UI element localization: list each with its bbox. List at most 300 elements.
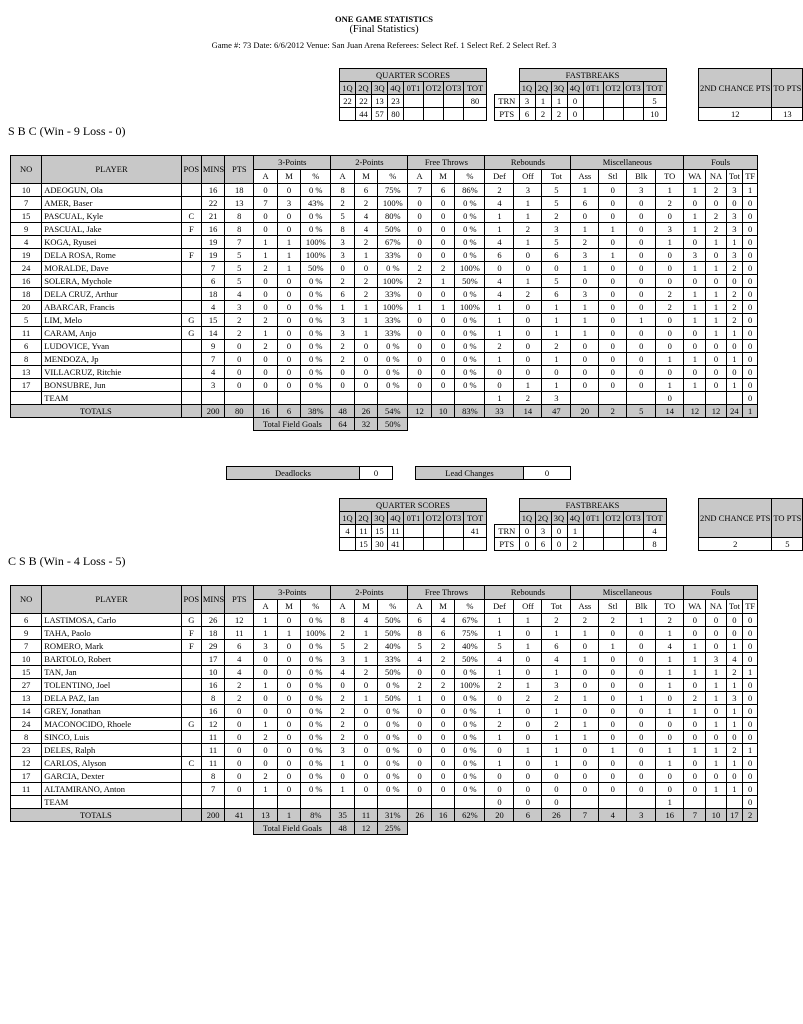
quarter-label: 0T1 (404, 82, 424, 95)
stat-cell: 4 (225, 666, 254, 679)
stat-cell: 1 (254, 327, 277, 340)
total-cell: 38% (301, 405, 331, 418)
stat-cell: 0 (431, 353, 454, 366)
player-name: AMER, Baser (42, 197, 182, 210)
stat-cell: 0 (254, 353, 277, 366)
stat-cell: 1 (485, 757, 514, 770)
stat-cell: 1 (485, 210, 514, 223)
fastbreak-cell (603, 95, 623, 108)
player-name: ALTAMIRANO, Anton (42, 783, 182, 796)
stat-cell: 0 (684, 614, 706, 627)
player-row (11, 236, 758, 249)
stat-cell: 0 (656, 262, 684, 275)
stat-cell: 1 (684, 744, 706, 757)
totals-label: TOTALS (11, 809, 182, 822)
stat-cell: 0 (354, 783, 377, 796)
stat-cell: 5 (225, 275, 254, 288)
header-row (11, 586, 758, 600)
stat-cell: 0 (354, 379, 377, 392)
stat-cell: F (181, 223, 201, 236)
col-sub-label: % (455, 600, 485, 614)
stat-cell: 4 (726, 653, 743, 666)
stat-cell: 0 (431, 288, 454, 301)
col-sub-label: NA (706, 600, 726, 614)
stat-cell: 0 (542, 262, 571, 275)
stat-cell: 1 (254, 249, 277, 262)
stat-cell: 7 (201, 783, 224, 796)
total-cell: 47 (542, 405, 571, 418)
col-sub-label: WA (684, 170, 706, 184)
stat-cell: 2 (431, 653, 454, 666)
stat-cell: 0 (514, 301, 542, 314)
stat-cell: G (181, 614, 201, 627)
col-pts: PTS (225, 586, 254, 614)
stat-cell: 0 (627, 197, 656, 210)
stat-cell: 2 (706, 223, 726, 236)
stat-cell: 0 (331, 262, 354, 275)
team1-title: S B C (Win - 9 Loss - 0) (8, 124, 126, 138)
empty-cell (181, 796, 201, 809)
stat-cell: 1 (684, 288, 706, 301)
game-misc (226, 466, 571, 480)
stat-cell: 1 (431, 275, 454, 288)
stat-cell (181, 666, 201, 679)
stat-cell: 0 (277, 666, 300, 679)
stat-cell: 0 % (301, 731, 331, 744)
stat-cell: 0 (485, 366, 514, 379)
stat-cell: 1 (542, 705, 571, 718)
stat-cell: 0 (514, 327, 542, 340)
stat-cell: 33% (378, 249, 408, 262)
stat-cell: 2 (354, 666, 377, 679)
stat-cell: 4 (485, 197, 514, 210)
stat-cell: 1 (408, 692, 431, 705)
stat-cell: 2 (331, 340, 354, 353)
stat-cell: 6 (201, 275, 224, 288)
col-sub-label: A (254, 600, 277, 614)
col-sub-label: Off (514, 600, 542, 614)
stat-cell: 3 (542, 679, 571, 692)
player-number: 14 (11, 705, 42, 718)
col-rebounds: Rebounds (485, 586, 571, 600)
fastbreak-cell (623, 95, 643, 108)
stat-cell: 0 % (455, 718, 485, 731)
empty-cell (254, 796, 277, 809)
stat-cell: 2 (726, 301, 743, 314)
quarter-score-cell (424, 108, 444, 121)
stat-cell: 2 (485, 340, 514, 353)
stat-cell: F (181, 249, 201, 262)
empty-cell (571, 392, 599, 405)
stat-cell: 0 (431, 249, 454, 262)
stat-cell: 0 (431, 666, 454, 679)
stat-cell: 0 (485, 262, 514, 275)
stat-cell: 2 (331, 627, 354, 640)
stat-cell: 1 (726, 757, 743, 770)
stat-cell: 6 (354, 184, 377, 197)
total-cell: 6 (514, 809, 542, 822)
stat-cell: 0 (599, 627, 627, 640)
stat-cell: 0 % (455, 705, 485, 718)
stat-cell: 0 (743, 705, 758, 718)
stat-cell: 1 (706, 288, 726, 301)
stat-cell: 0 (706, 731, 726, 744)
quarter-score-cell (424, 525, 444, 538)
fastbreak-quarter-label: TOT (643, 82, 666, 95)
stat-cell: 1 (599, 249, 627, 262)
stat-cell: 0 % (301, 327, 331, 340)
stat-cell: 1 (627, 614, 656, 627)
stat-cell: 6 (431, 627, 454, 640)
player-row (11, 692, 758, 705)
stat-cell: 0 (431, 197, 454, 210)
stat-cell: 0 (225, 718, 254, 731)
total-cell: 14 (514, 405, 542, 418)
empty-cell (408, 392, 431, 405)
stat-cell: 0 (277, 379, 300, 392)
stat-cell: 1 (254, 718, 277, 731)
stat-cell: 0 % (301, 314, 331, 327)
lead-changes-label: Lead Changes (416, 467, 524, 480)
player-row (11, 757, 758, 770)
quarter-label: 3Q (372, 512, 388, 525)
fastbreak-quarter-label: 4Q (567, 82, 583, 95)
stat-cell: 1 (485, 223, 514, 236)
stat-cell: 0 % (301, 744, 331, 757)
team2-fastbreaks (494, 498, 667, 551)
stat-cell: 33% (378, 327, 408, 340)
player-row (11, 718, 758, 731)
stat-cell: 5 (542, 275, 571, 288)
empty-cell (254, 392, 277, 405)
player-number: 18 (11, 288, 42, 301)
stat-cell: 1 (706, 666, 726, 679)
fastbreak-quarter-label: OT3 (623, 82, 643, 95)
stat-cell: 2 (656, 614, 684, 627)
stat-cell: 1 (726, 236, 743, 249)
stat-cell: 1 (485, 627, 514, 640)
stat-cell: 0 (684, 757, 706, 770)
player-name: ABARCAR, Francis (42, 301, 182, 314)
stat-cell: 0 (408, 288, 431, 301)
stat-cell: 0 (627, 679, 656, 692)
total-cell: 20 (485, 809, 514, 822)
stat-cell: 0 % (378, 783, 408, 796)
stat-cell: 3 (331, 744, 354, 757)
col-sub-label: Blk (627, 600, 656, 614)
col-mins: MINS (201, 586, 224, 614)
col-sub-label: Tot (726, 170, 743, 184)
stat-cell: 6 (485, 249, 514, 262)
stat-cell: 5 (331, 640, 354, 653)
total-cell: 13 (254, 809, 277, 822)
stat-cell: 0 (743, 679, 758, 692)
stat-cell: 0 (277, 288, 300, 301)
total-cell (181, 405, 201, 418)
player-row (11, 327, 758, 340)
stat-cell: 0 (726, 731, 743, 744)
stat-cell: 1 (743, 666, 758, 679)
stat-cell (181, 692, 201, 705)
stat-cell: 1 (684, 301, 706, 314)
empty-cell (181, 392, 201, 405)
stat-cell: 11 (201, 757, 224, 770)
total-cell: 6 (277, 405, 300, 418)
total-cell: 7 (571, 809, 599, 822)
stat-cell: 1 (542, 744, 571, 757)
stat-cell: 0 (571, 679, 599, 692)
to-pts-value: 5 (772, 538, 803, 551)
stat-cell: 0 (485, 379, 514, 392)
player-name: DELA ROSA, Rome (42, 249, 182, 262)
stat-cell: 0 (684, 679, 706, 692)
stat-cell: 0 % (301, 705, 331, 718)
player-name: BONSUBRE, Jun (42, 379, 182, 392)
player-name: BARTOLO, Robert (42, 653, 182, 666)
stat-cell: 0 (706, 705, 726, 718)
col-sub-label: Tot (542, 600, 571, 614)
stat-cell: 4 (485, 275, 514, 288)
stat-cell: 0 % (455, 353, 485, 366)
stat-cell: 1 (656, 236, 684, 249)
empty-cell (331, 392, 354, 405)
stat-cell: 0 (431, 705, 454, 718)
stat-cell: 1 (354, 692, 377, 705)
stat-cell: 0 % (455, 327, 485, 340)
stat-cell: 2 (485, 679, 514, 692)
stat-cell: 0 (277, 210, 300, 223)
empty-cell (684, 392, 706, 405)
player-row (11, 262, 758, 275)
stat-cell: 0 (627, 770, 656, 783)
stat-cell: 0 (331, 770, 354, 783)
stat-cell: 14 (201, 327, 224, 340)
stat-cell: 0 (684, 731, 706, 744)
stat-cell: 16 (201, 184, 224, 197)
stat-cell: 3 (254, 640, 277, 653)
stat-cell: 1 (627, 692, 656, 705)
stat-cell: 2 (726, 744, 743, 757)
player-number: 7 (11, 197, 42, 210)
stat-cell: 0 (599, 288, 627, 301)
stat-cell: 3 (277, 197, 300, 210)
stat-cell: 0 % (301, 275, 331, 288)
player-row (11, 627, 758, 640)
stat-cell: 0 (542, 783, 571, 796)
player-row (11, 223, 758, 236)
stat-cell: 1 (684, 666, 706, 679)
stat-cell: 0 (354, 757, 377, 770)
stat-cell: 0 (706, 340, 726, 353)
stat-cell: 1 (542, 327, 571, 340)
stat-cell: 0 (684, 327, 706, 340)
empty-cell (455, 796, 485, 809)
stat-cell: 29 (201, 640, 224, 653)
player-name: PASCUAL, Jake (42, 223, 182, 236)
game-info: Game #: 73 Date: 6/6/2012 Venue: San Juan Arena Referees: Select Ref. 1 Select Ref. 2 Select Ref. 3 (211, 40, 557, 50)
total-cell: 16 (656, 809, 684, 822)
stat-cell: 0 (627, 718, 656, 731)
stat-cell: 2 (706, 210, 726, 223)
fastbreak-quarter-label: 3Q (551, 82, 567, 95)
stat-cell: 4 (201, 366, 224, 379)
stat-cell: 0 (254, 275, 277, 288)
stat-cell: 1 (571, 731, 599, 744)
stat-cell: 2 (331, 731, 354, 744)
stat-cell: 11 (201, 744, 224, 757)
col-fouls: Fouls (684, 586, 758, 600)
stat-cell (181, 653, 201, 666)
stat-cell: 1 (542, 666, 571, 679)
quarter-score-cell (444, 95, 464, 108)
stat-cell: 0 (599, 340, 627, 353)
stat-cell: 0 % (455, 366, 485, 379)
team-to: 1 (656, 796, 684, 809)
stat-cell: 1 (656, 705, 684, 718)
fastbreak-quarter-label: 2Q (535, 512, 551, 525)
empty-cell (431, 796, 454, 809)
col-sub-label: A (254, 170, 277, 184)
player-row (11, 679, 758, 692)
stat-cell: 0 (408, 327, 431, 340)
fastbreak-cell: 2 (567, 538, 583, 551)
stat-cell: 0 (726, 770, 743, 783)
stat-cell: 0 % (455, 223, 485, 236)
stat-cell: 3 (331, 327, 354, 340)
deadlocks-value: 0 (360, 467, 393, 480)
stat-cell: 0 % (455, 236, 485, 249)
quarter-score-cell (424, 538, 444, 551)
total-cell: 10 (431, 405, 454, 418)
stat-cell: 0 (571, 783, 599, 796)
stat-cell: 0 % (301, 184, 331, 197)
stat-cell: 2 (254, 314, 277, 327)
stat-cell: 0 (408, 236, 431, 249)
stat-cell: 2 (408, 679, 431, 692)
player-row (11, 731, 758, 744)
stat-cell: 0 (627, 262, 656, 275)
stat-cell: 16 (201, 679, 224, 692)
stat-cell: 2 (354, 197, 377, 210)
stat-cell: 0 % (301, 666, 331, 679)
stat-cell: 1 (254, 236, 277, 249)
stat-cell: 1 (684, 210, 706, 223)
stat-cell: 0 (331, 679, 354, 692)
player-number: 17 (11, 770, 42, 783)
col-3pt: 3-Points (254, 586, 331, 600)
stat-cell: 0 (726, 340, 743, 353)
stat-cell: 1 (331, 757, 354, 770)
stat-cell: 0 (354, 770, 377, 783)
stat-cell: 0 (743, 718, 758, 731)
stat-cell: 4 (354, 210, 377, 223)
field-goals-row (11, 418, 758, 431)
player-number: 7 (11, 640, 42, 653)
team-to: 0 (656, 392, 684, 405)
col-player: PLAYER (42, 156, 182, 184)
total-cell: 26 (542, 809, 571, 822)
total-cell: 7 (684, 809, 706, 822)
stat-cell: 1 (354, 301, 377, 314)
player-name: TAHA, Paolo (42, 627, 182, 640)
stat-cell: 1 (514, 197, 542, 210)
quarter-row (340, 538, 487, 551)
stat-cell: 0 (514, 666, 542, 679)
stat-cell: 0 % (301, 288, 331, 301)
fastbreak-cell: 0 (519, 525, 535, 538)
col-sub-label: Blk (627, 170, 656, 184)
stat-cell: 0 (225, 757, 254, 770)
stat-cell: 2 (542, 614, 571, 627)
to-pts-header: TO PTS (772, 499, 803, 538)
stat-cell (181, 379, 201, 392)
stat-cell: 6 (542, 640, 571, 653)
stat-cell: 1 (599, 223, 627, 236)
stat-cell: 1 (485, 314, 514, 327)
player-row (11, 353, 758, 366)
stat-cell: 0 (571, 340, 599, 353)
stat-cell: 16 (201, 223, 224, 236)
stat-cell: 8 (331, 614, 354, 627)
total-cell: 1 (277, 809, 300, 822)
col-sub-label: M (277, 170, 300, 184)
stat-cell: 0 (354, 744, 377, 757)
stat-cell: 18 (225, 184, 254, 197)
stat-cell: 4 (201, 301, 224, 314)
fastbreaks-header: FASTBREAKS (519, 499, 666, 512)
empty-cell (201, 392, 224, 405)
total-cell: 83% (455, 405, 485, 418)
fastbreak-row (495, 525, 667, 538)
stat-cell: 1 (331, 301, 354, 314)
stat-cell: 1 (706, 679, 726, 692)
stat-cell: 0 (599, 731, 627, 744)
stat-cell: 3 (726, 249, 743, 262)
stat-cell: 1 (571, 327, 599, 340)
stat-cell: 7 (201, 353, 224, 366)
stat-cell: 8 (225, 223, 254, 236)
stat-cell: 0 (331, 379, 354, 392)
stat-cell: 0 (627, 210, 656, 223)
quarter-score-cell (464, 538, 487, 551)
col-sub-label: WA (684, 600, 706, 614)
total-cell: 200 (201, 809, 224, 822)
stat-cell: 10 (201, 666, 224, 679)
stat-cell: 4 (225, 653, 254, 666)
stat-cell: 3 (726, 692, 743, 705)
stat-cell: G (181, 314, 201, 327)
col-sub-label: NA (706, 170, 726, 184)
stat-cell: 0 % (378, 744, 408, 757)
stat-cell: 2 (225, 679, 254, 692)
stat-cell: 0 (514, 262, 542, 275)
stat-cell: 1 (485, 705, 514, 718)
stat-cell: 15 (201, 314, 224, 327)
stat-cell: 0 (627, 757, 656, 770)
col-sub-label: M (354, 600, 377, 614)
stat-cell: 0 (431, 744, 454, 757)
stat-cell: 0 (254, 705, 277, 718)
stat-cell: 0 (599, 705, 627, 718)
stat-cell: 0 (743, 223, 758, 236)
empty-cell (277, 392, 300, 405)
player-number: 24 (11, 718, 42, 731)
stat-cell: 0 (627, 236, 656, 249)
report-subtitle: (Final Statistics) (349, 24, 419, 35)
team-tf: 0 (743, 796, 758, 809)
col-misc: Miscellaneous (571, 156, 684, 170)
total-cell: 26 (408, 809, 431, 822)
